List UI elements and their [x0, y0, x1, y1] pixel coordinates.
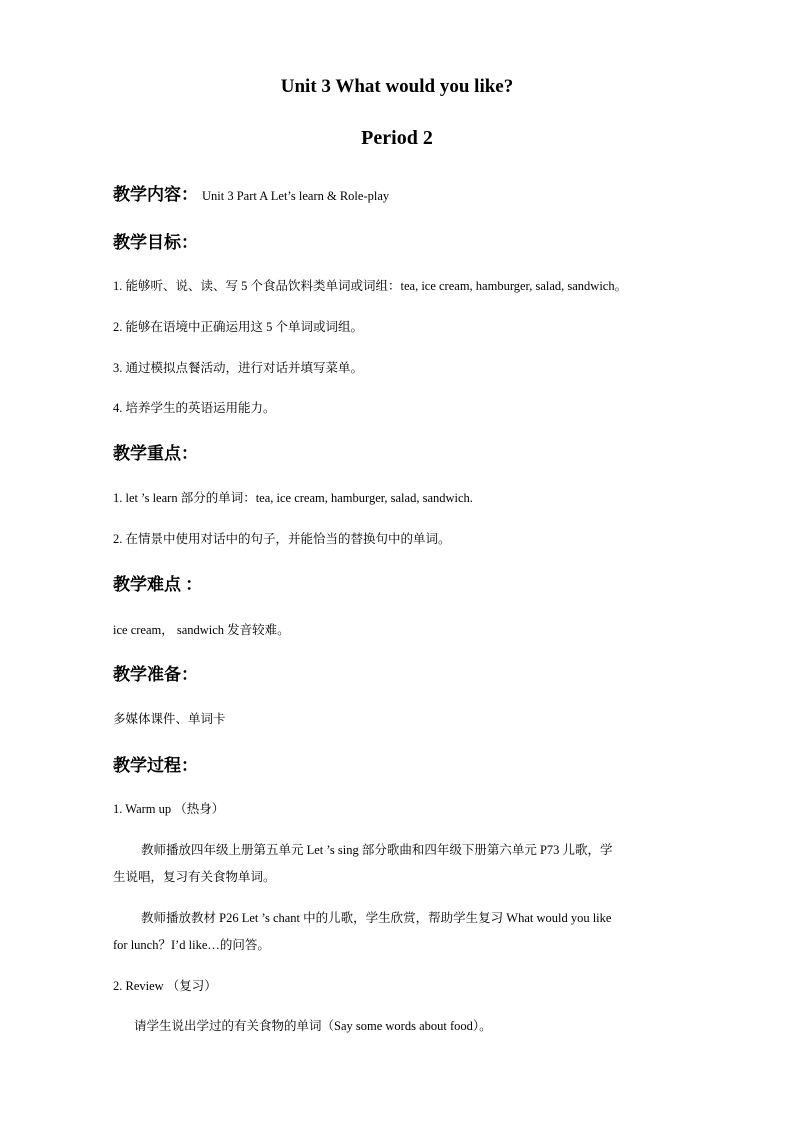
difficulties-heading: 教学难点 ： [113, 575, 203, 594]
document-title: Unit 3 What would you like? [280, 76, 514, 97]
warm-up-paragraph-2-line-2: for lunch？I’d like…的问答。 [113, 938, 270, 952]
review-title: 2. Review （复习） [113, 979, 217, 993]
process-heading: 教学过程： [113, 756, 198, 775]
objective-item-2: 2. 能够在语境中正确运用这 5 个单词或词组。 [113, 320, 364, 334]
key-points-heading: 教学重点： [113, 444, 198, 463]
preparation-text: 多媒体课件、单词卡 [113, 712, 226, 726]
objectives-heading: 教学目标： [113, 233, 198, 252]
content-text: Unit 3 Part A Let’s learn & Role-play [202, 189, 390, 203]
preparation-heading: 教学准备： [113, 665, 198, 684]
key-point-item-2: 2. 在情景中使用对话中的句子，并能恰当的替换句中的单词。 [113, 532, 451, 546]
objective-item-1: 1. 能够听、说、读、写 5 个食品饮料类单词或词组：tea, ice cream, hamburger, salad, sandwich。 [113, 279, 628, 293]
warm-up-paragraph-2-line-1: 教师播放教材 P26 Let ’s chant 中的儿歌，学生欣赏，帮助学生复习 What would you like [141, 911, 612, 925]
key-point-item-1: 1. let ’s learn 部分的单词：tea, ice cream, hamburger, salad, sandwich. [113, 491, 473, 505]
objective-item-4: 4. 培养学生的英语运用能力。 [113, 401, 276, 415]
objective-item-3: 3. 通过模拟点餐活动，进行对话并填写菜单。 [113, 361, 364, 375]
warm-up-paragraph-1-line-1: 教师播放四年级上册第五单元 Let ’s sing 部分歌曲和四年级下册第六单元 P73 儿歌，学 [141, 843, 613, 857]
difficulties-text: ice cream， sandwich 发音较难。 [113, 623, 290, 637]
content-heading-row [113, 180, 389, 205]
content-heading: 教学内容： [113, 185, 198, 204]
warm-up-paragraph-1-line-2: 生说唱，复习有关食物单词。 [113, 870, 276, 884]
warm-up-title: 1. Warm up （热身） [113, 802, 225, 816]
document-subtitle: Period 2 [361, 127, 433, 149]
review-paragraph: 请学生说出学过的有关食物的单词（Say some words about food）。 [134, 1019, 492, 1033]
